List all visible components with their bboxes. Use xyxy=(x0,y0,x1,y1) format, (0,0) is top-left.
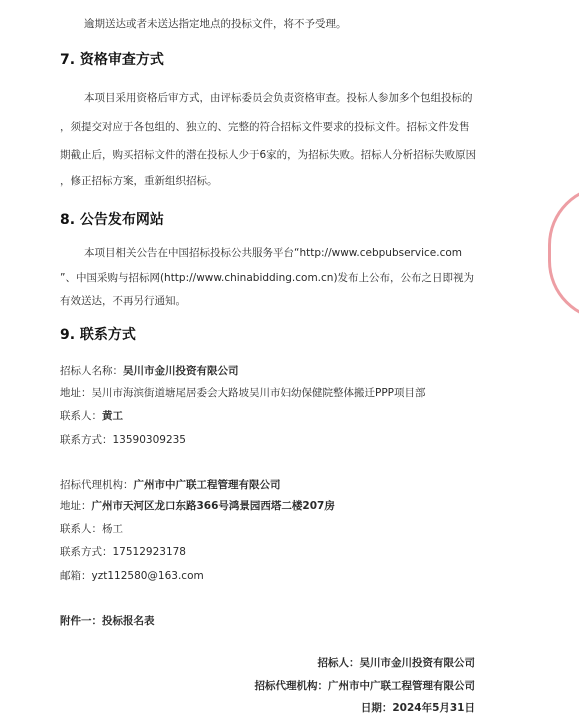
agency-address xyxy=(60,499,335,513)
signature-agency: 招标代理机构：广州市中广联工程管理有限公司 xyxy=(254,680,475,692)
agency-email: 邮箱：yzt112580@163.com xyxy=(60,570,204,582)
section-8-heading: 8. 公告发布网站 xyxy=(60,212,164,228)
agency-address-label: 地址： xyxy=(60,500,92,512)
agency-contact: 联系人：杨工 xyxy=(60,523,123,535)
section-8-line-3: 有效送达，不再另行通知。 xyxy=(60,295,186,307)
section-7-line-2: ，须提交对应于各包组的、独立的、完整的符合招标文件要求的投标文件。招标文件发售 xyxy=(60,121,470,133)
tenderer-phone: 联系方式：13590309235 xyxy=(60,434,186,446)
section-7-line-1: 本项目采用资格后审方式，由评标委员会负责资格审查。投标人参加多个包组投标的 xyxy=(84,92,473,104)
tenderer-name-value: 吴川市金川投资有限公司 xyxy=(123,365,239,377)
section-8-line-1: 本项目相关公告在中国招标投标公共服务平台“http://www.cebpubservice.com xyxy=(84,247,462,259)
agency-phone: 联系方式：17512923178 xyxy=(60,546,186,558)
tenderer-name xyxy=(60,364,239,378)
section-8-line-2: ”、中国采购与招标网(http://www.chinabidding.com.cn)发布上公布，公布之日即视为 xyxy=(60,272,475,284)
agency-name-value: 广州市中广联工程管理有限公司 xyxy=(133,479,281,491)
late-submission-note: 逾期送达或者未送达指定地点的投标文件，将不予受理。 xyxy=(84,18,347,30)
tenderer-name-label: 招标人名称： xyxy=(60,365,123,377)
section-7-line-3: 期截止后，购买招标文件的潜在投标人少于6家的，为招标失败。招标人分析招标失败原因 xyxy=(60,149,477,161)
signature-tenderer: 招标人：吴川市金川投资有限公司 xyxy=(317,657,475,669)
official-seal-stamp xyxy=(548,185,579,321)
section-9-heading: 9. 联系方式 xyxy=(60,327,136,343)
agency-name xyxy=(60,478,281,492)
section-7-heading: 7. 资格审查方式 xyxy=(60,52,164,68)
agency-address-value: 广州市天河区龙口东路366号鸿景园西塔二楼207房 xyxy=(91,500,335,512)
agency-name-label: 招标代理机构： xyxy=(60,479,134,491)
section-7-line-4: ，修正招标方案，重新组织招标。 xyxy=(60,175,218,187)
tenderer-address: 地址：吴川市海滨街道塘尾居委会大路坡吴川市妇幼保健院整体搬迁PPP项目部 xyxy=(60,387,426,399)
signature-date: 日期：2024年5月31日 xyxy=(360,702,475,714)
attachment-note: 附件一：投标报名表 xyxy=(60,615,155,627)
tenderer-contact-label: 联系人： xyxy=(60,410,102,422)
tenderer-contact-value: 黄工 xyxy=(102,410,123,422)
tenderer-contact xyxy=(60,409,123,423)
